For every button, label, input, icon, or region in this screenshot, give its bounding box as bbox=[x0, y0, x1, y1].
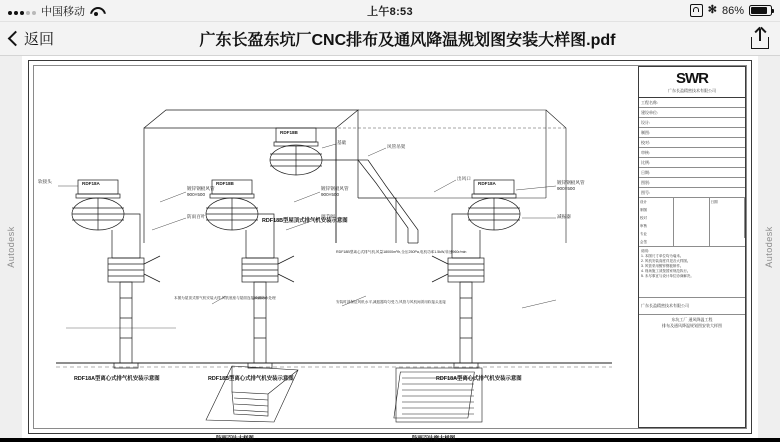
carrier-label: 中国移动 bbox=[41, 5, 85, 18]
detail-note-2: 本图为屋顶式排气机安装大样,风机底座与屋面连接须做防水处理 bbox=[174, 296, 276, 300]
battery-percent-label: 86% bbox=[721, 4, 744, 17]
title-block-footer bbox=[639, 315, 745, 331]
status-right bbox=[690, 4, 772, 17]
tb-row: 审核: bbox=[639, 148, 745, 158]
share-icon[interactable] bbox=[750, 28, 770, 50]
fan-unit-middle bbox=[206, 180, 294, 368]
tb-row: 图别: bbox=[639, 178, 745, 188]
tb-row: 比例: bbox=[639, 158, 745, 168]
footer-title: 东坑工厂 通风降温工程 bbox=[671, 317, 713, 322]
detail-note-3: 安装时须保证风机水平,减振器均匀受力,风管与风机间须用软接头连接 bbox=[336, 300, 446, 304]
tb-cell: 设计 bbox=[639, 198, 674, 206]
left-watermark: Autodesk bbox=[6, 226, 16, 268]
tb-cell: 专业 bbox=[639, 230, 674, 238]
tb-cell bbox=[710, 230, 745, 238]
tb-cell: 制图 bbox=[639, 206, 674, 214]
leader-label-3: 调节阀 bbox=[321, 214, 335, 219]
tb-cell: 校对 bbox=[639, 214, 674, 222]
chevron-left-icon bbox=[8, 31, 24, 47]
tb-cell bbox=[710, 214, 745, 222]
status-time: 上午8:53 bbox=[367, 5, 413, 18]
battery-icon bbox=[749, 5, 772, 16]
tb-cell bbox=[710, 238, 745, 246]
title-block-project: 广东长盈精密技术有限公司 bbox=[639, 298, 745, 315]
leader-label-7: 出风口 bbox=[457, 176, 471, 181]
caption-right: RDF18A型离心式排气机安装示意图 bbox=[436, 376, 522, 382]
tb-cell: 会签 bbox=[639, 238, 674, 246]
right-gutter bbox=[758, 56, 780, 438]
caption-middle: RDF18B型离心式排气机安装示意图 bbox=[208, 376, 294, 382]
tb-cell bbox=[710, 206, 745, 214]
bluetooth-icon: ✻ bbox=[707, 4, 717, 16]
tb-cell bbox=[674, 206, 709, 214]
tb-row: 工程名称: bbox=[639, 98, 745, 108]
left-gutter bbox=[0, 56, 22, 438]
note-line: 1. 本图尺寸单位均为毫米。 bbox=[641, 254, 684, 258]
tb-cell bbox=[710, 222, 745, 230]
title-block-logo bbox=[639, 67, 745, 98]
title-block bbox=[638, 66, 746, 428]
tb-cell bbox=[674, 238, 709, 246]
tb-row: 图号: bbox=[639, 188, 745, 198]
duct-size-3: 900×500 bbox=[557, 186, 576, 191]
tb-row: 制图: bbox=[639, 128, 745, 138]
logo-mark: SWR bbox=[676, 70, 708, 87]
detail-note-1: RDF18B型离心式排气机,风量18000m³/h,全压250Pa,电机功率1.5kW,转速960r/min bbox=[336, 250, 467, 254]
company-name: 广东长盈精密技术有限公司 bbox=[668, 88, 716, 93]
fan-unit-right bbox=[432, 180, 520, 368]
duct-label-2: 镀锌钢板风管 bbox=[321, 186, 349, 191]
leader-label-1: 软接头 bbox=[38, 179, 52, 184]
note-line: 5. 未尽事宜与设计单位协商解决。 bbox=[641, 274, 694, 278]
note-line: 3. 风管采用镀锌钢板制作。 bbox=[641, 264, 684, 268]
note-title: 说明: bbox=[641, 249, 649, 253]
duct-size-1: 900×500 bbox=[187, 192, 206, 197]
leader-label-6: 风管吊架 bbox=[387, 144, 406, 149]
bottom-details-svg bbox=[36, 346, 632, 426]
note-line: 4. 现场施工须按国家规范执行。 bbox=[641, 269, 691, 273]
back-button-label: 返回 bbox=[24, 31, 55, 48]
duct-label-1: 镀锌钢板风管 bbox=[187, 186, 215, 191]
tb-cell bbox=[674, 198, 709, 206]
title-bar bbox=[0, 22, 780, 56]
tb-cell bbox=[674, 214, 709, 222]
pdf-viewer[interactable] bbox=[0, 56, 780, 442]
duct-label-3: 镀锌钢板风管 bbox=[557, 180, 585, 185]
tb-row: 校对: bbox=[639, 138, 745, 148]
rotation-lock-icon bbox=[690, 4, 703, 17]
document-title: 广东长盈东坑厂CNC排布及通风降温规划图安装大样图.pdf bbox=[199, 32, 616, 49]
duct-size-2: 900×500 bbox=[321, 192, 340, 197]
leader-label-5: 基础 bbox=[337, 140, 347, 145]
bottom-detail-caption-1: 防雨百叶大样图 bbox=[216, 436, 254, 442]
right-watermark: Autodesk bbox=[764, 226, 774, 268]
tb-row: 设计: bbox=[639, 118, 745, 128]
tb-row: 建设单位: bbox=[639, 108, 745, 118]
tb-cell: 日期 bbox=[710, 198, 745, 206]
tb-cell: 审核 bbox=[639, 222, 674, 230]
back-button[interactable] bbox=[10, 28, 54, 49]
title-block-rows bbox=[639, 98, 745, 198]
tb-cell bbox=[674, 230, 709, 238]
fan-tag-right: RDF18A bbox=[478, 181, 496, 186]
caption-left: RDF18A型离心式排气机安装示意图 bbox=[74, 376, 160, 382]
leader-label-4: 减振器 bbox=[557, 214, 571, 219]
fan-tag-roof: RDF18B bbox=[280, 130, 298, 135]
note-line: 2. 风机安装高度详见各大样图。 bbox=[641, 259, 691, 263]
bottom-detail-caption-2: 防雨百叶窗大样图 bbox=[412, 436, 456, 442]
leader-label-2: 防雨百叶 bbox=[187, 214, 206, 219]
fan-unit-left bbox=[66, 180, 176, 368]
title-block-notes bbox=[639, 247, 745, 298]
drawing-sheet[interactable] bbox=[22, 56, 758, 442]
tb-cell bbox=[674, 222, 709, 230]
footer-subtitle: 排布及通风降温规划图安装大样图 bbox=[662, 323, 722, 328]
roof-unit-caption: RDF18B型屋顶式排气机安装示意图 bbox=[262, 218, 348, 224]
fan-tag-left: RDF18A bbox=[82, 181, 100, 186]
title-block-signoff-grid bbox=[639, 198, 745, 247]
fan-tag-middle: RDF18B bbox=[216, 181, 234, 186]
status-bar bbox=[0, 0, 780, 22]
tb-row: 日期: bbox=[639, 168, 745, 178]
drawing-canvas bbox=[36, 68, 632, 442]
